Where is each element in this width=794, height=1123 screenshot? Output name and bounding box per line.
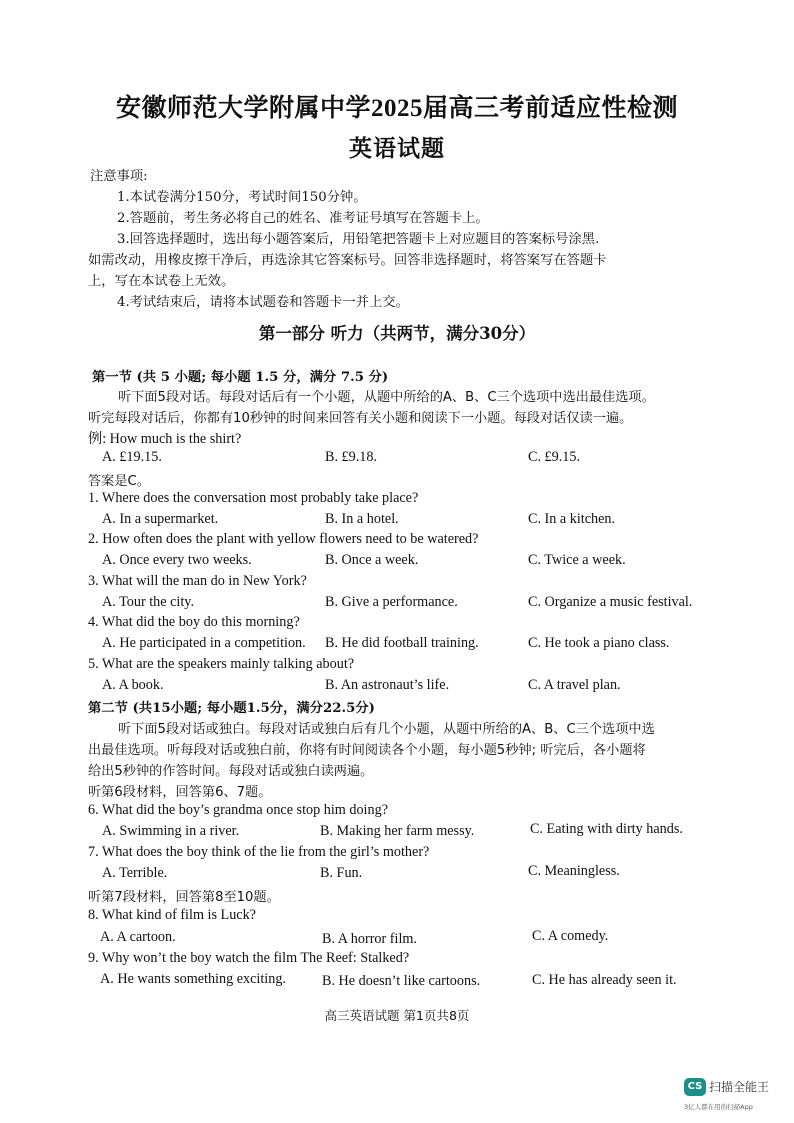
q2-option-b: B. Once a week. bbox=[325, 552, 419, 568]
example-option-b: B. £9.18. bbox=[325, 449, 378, 465]
note-item: 2.答题前，考生务必将自己的姓名、准考证号填写在答题卡上。 bbox=[117, 211, 489, 226]
question-6: 6. What did the boy’s grandma once stop him doing? bbox=[88, 802, 388, 818]
section2-instruction: 给出5秒钟的作答时间。每段对话或独白读两遍。 bbox=[88, 764, 374, 779]
question-7: 7. What does the boy think of the lie from the girl’s mother? bbox=[88, 844, 430, 860]
q8-option-a: A. A cartoon. bbox=[100, 929, 176, 945]
question-1: 1. Where does the conversation most probably take place? bbox=[88, 490, 419, 506]
question-2: 2. How often does the plant with yellow flowers need to be watered? bbox=[88, 531, 479, 547]
q3-option-a: A. Tour the city. bbox=[102, 594, 194, 610]
q8-option-b: B. A horror film. bbox=[322, 931, 417, 947]
q9-option-b: B. He doesn’t like cartoons. bbox=[322, 973, 481, 989]
camscanner-logo-icon: CS bbox=[684, 1078, 706, 1096]
section2-heading: 第二节 (共15小题; 每小题1.5分，满分22.5分) bbox=[88, 701, 375, 716]
q7-option-b: B. Fun. bbox=[320, 865, 363, 881]
section1-instruction: 听完每段对话后，你都有10秒钟的时间来回答有关小题和阅读下一小题。每段对话仅读一遍。 bbox=[88, 411, 633, 426]
question-3: 3. What will the man do in New York? bbox=[88, 573, 307, 589]
q3-option-b: B. Give a performance. bbox=[325, 594, 458, 610]
q1-option-c: C. In a kitchen. bbox=[528, 511, 616, 527]
q3-option-c: C. Organize a music festival. bbox=[528, 594, 693, 610]
q4-option-c: C. He took a piano class. bbox=[528, 635, 670, 651]
section1-instruction: 听下面5段对话。每段对话后有一个小题，从题中所给的A、B、C三个选项中选出最佳选项。 bbox=[118, 390, 655, 405]
q9-option-a: A. He wants something exciting. bbox=[100, 971, 286, 987]
q4-option-a: A. He participated in a competition. bbox=[102, 635, 306, 651]
watermark-name: 扫描全能王 bbox=[709, 1080, 770, 1094]
q6-option-b: B. Making her farm messy. bbox=[320, 823, 475, 839]
example-answer: 答案是C。 bbox=[88, 474, 150, 489]
example-option-a: A. £19.15. bbox=[102, 449, 162, 465]
question-9: 9. Why won’t the boy watch the film The Reef: Stalked? bbox=[88, 950, 410, 966]
question-8: 8. What kind of film is Luck? bbox=[88, 907, 256, 923]
example-option-c: C. £9.15. bbox=[528, 449, 581, 465]
note-item: 4.考试结束后，请将本试题卷和答题卡一并上交。 bbox=[117, 295, 409, 310]
q9-option-c: C. He has already seen it. bbox=[532, 972, 677, 988]
part1-title: 第一部分 听力（共两节，满分30分） bbox=[258, 324, 536, 343]
q1-option-b: B. In a hotel. bbox=[325, 511, 399, 527]
q7-option-a: A. Terrible. bbox=[102, 865, 168, 881]
question-4: 4. What did the boy do this morning? bbox=[88, 614, 300, 630]
q2-option-c: C. Twice a week. bbox=[528, 552, 626, 568]
material-6-label: 听第6段材料，回答第6、7题。 bbox=[88, 785, 272, 800]
section2-instruction: 出最佳选项。听每段对话或独白前，你将有时间阅读各个小题，每小题5秒钟; 听完后，各小题将 bbox=[88, 743, 646, 758]
example-question: 例: How much is the shirt? bbox=[88, 431, 242, 447]
q2-option-a: A. Once every two weeks. bbox=[102, 552, 252, 568]
note-item: 上，写在本试卷上无效。 bbox=[88, 274, 235, 289]
watermark-slogan: 3亿人都在用的扫描App bbox=[684, 1103, 753, 1111]
exam-subtitle: 英语试题 bbox=[349, 136, 445, 161]
q1-option-a: A. In a supermarket. bbox=[102, 511, 219, 527]
q4-option-b: B. He did football training. bbox=[325, 635, 479, 651]
note-item: 如需改动，用橡皮擦干净后，再选涂其它答案标号。回答非选择题时，将答案写在答题卡 bbox=[88, 253, 607, 268]
note-item: 3.回答选择题时，选出每小题答案后，用铅笔把答题卡上对应题目的答案标号涂黑. bbox=[117, 232, 600, 247]
notes-heading: 注意事项: bbox=[90, 169, 148, 184]
exam-title: 安徽师范大学附属中学2025届高三考前适应性检测 bbox=[115, 95, 678, 122]
q8-option-c: C. A comedy. bbox=[532, 928, 609, 944]
section1-heading: 第一节 (共 5 小题; 每小题 1.5 分，满分 7.5 分) bbox=[92, 370, 389, 385]
q6-option-c: C. Eating with dirty hands. bbox=[530, 821, 683, 837]
q5-option-c: C. A travel plan. bbox=[528, 677, 621, 693]
note-item: 1.本试卷满分150分，考试时间150分钟。 bbox=[117, 190, 367, 205]
page-footer: 高三英语试题 第1页共8页 bbox=[324, 1008, 470, 1023]
question-5: 5. What are the speakers mainly talking about? bbox=[88, 656, 355, 672]
q6-option-a: A. Swimming in a river. bbox=[102, 823, 240, 839]
q5-option-b: B. An astronaut’s life. bbox=[325, 677, 450, 693]
section2-instruction: 听下面5段对话或独白。每段对话或独白后有几个小题，从题中所给的A、B、C三个选项中选 bbox=[118, 722, 655, 737]
material-7-label: 听第7段材料，回答第8至10题。 bbox=[88, 890, 280, 905]
q5-option-a: A. A book. bbox=[102, 677, 164, 693]
q7-option-c: C. Meaningless. bbox=[528, 863, 620, 879]
